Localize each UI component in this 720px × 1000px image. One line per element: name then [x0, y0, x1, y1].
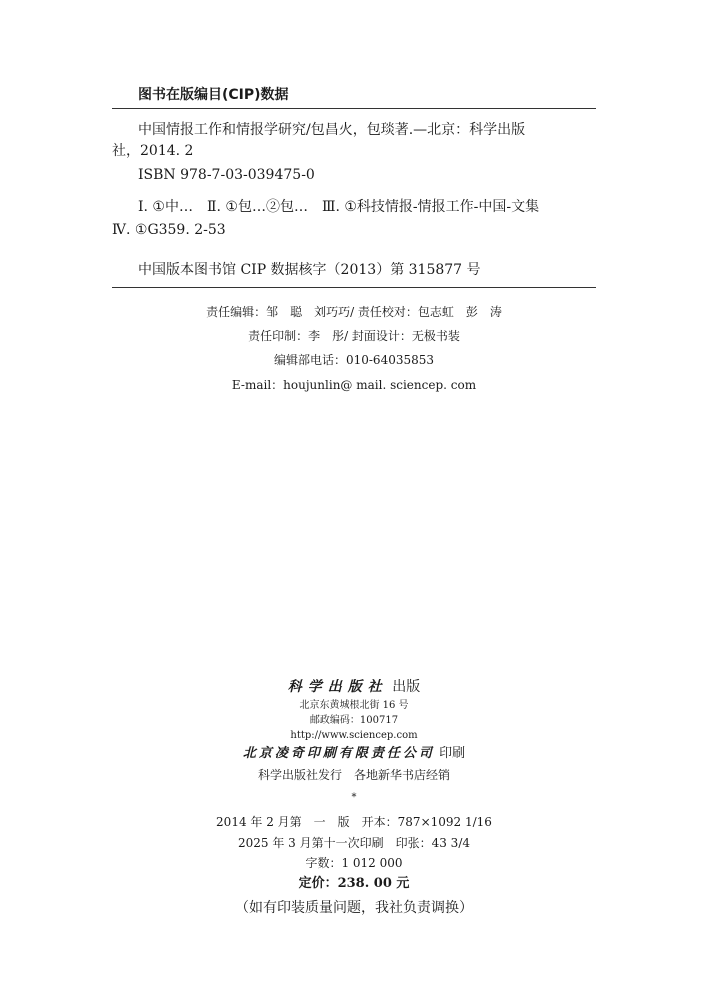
publisher-postcode: 邮政编码：100717 [309, 715, 399, 726]
credits-print-design: 责任印制：李 彤/ 封面设计：无极书装 [248, 329, 460, 343]
cip-title-line: 中国情报工作和情报学研究/包昌火，包琰著.—北京：科学出版 [138, 122, 526, 138]
price: 定价：238. 00 元 [298, 876, 410, 891]
cip-number: 中国版本图书馆 CIP 数据核字（2013）第 315877 号 [138, 262, 481, 278]
edition-current: 2025 年 3 月第十一次印刷 印张：43 3/4 [237, 836, 470, 850]
top-rule [112, 108, 596, 109]
printer-suffix: 印刷 [439, 746, 466, 761]
quality-notice: （如有印装质量问题，我社负责调换） [235, 900, 473, 916]
cip-isbn: ISBN 978-7-03-039475-0 [138, 167, 315, 183]
word-count: 字数：1 012 000 [305, 856, 403, 870]
edition-first: 2014 年 2 月第 一 版 开本：787×1092 1/16 [216, 815, 492, 829]
cip-publisher-line: 社，2014. 2 [112, 143, 194, 159]
printer-line [112, 745, 596, 762]
cip-classification-2: Ⅳ. ①G359. 2-53 [112, 222, 226, 238]
publisher-address: 北京东黄城根北街 16 号 [299, 700, 409, 711]
publisher-line [112, 678, 596, 696]
credits-editors: 责任编辑：邹 聪 刘巧巧/ 责任校对：包志虹 彭 涛 [206, 305, 502, 319]
distribution-line: 科学出版社发行 各地新华书店经销 [257, 768, 450, 782]
publisher-name-logo: 科学出版社 [287, 679, 388, 695]
printer-name-logo: 北京凌奇印刷有限责任公司 [242, 746, 435, 761]
credits-phone: 编辑部电话：010-64035853 [273, 353, 435, 367]
separator-asterisk: * [351, 792, 357, 803]
publisher-suffix: 出版 [392, 679, 421, 695]
credits-email: E-mail：houjunlin@ mail. sciencep. com [231, 378, 477, 392]
cip-classification-1: Ⅰ. ①中… Ⅱ. ①包…②包… Ⅲ. ①科技情报-情报工作-中国-文集 [138, 199, 540, 215]
cip-header: 图书在版编目(CIP)数据 [138, 87, 289, 103]
publisher-url: http://www.sciencep.com [290, 730, 418, 741]
bottom-rule [112, 287, 596, 288]
